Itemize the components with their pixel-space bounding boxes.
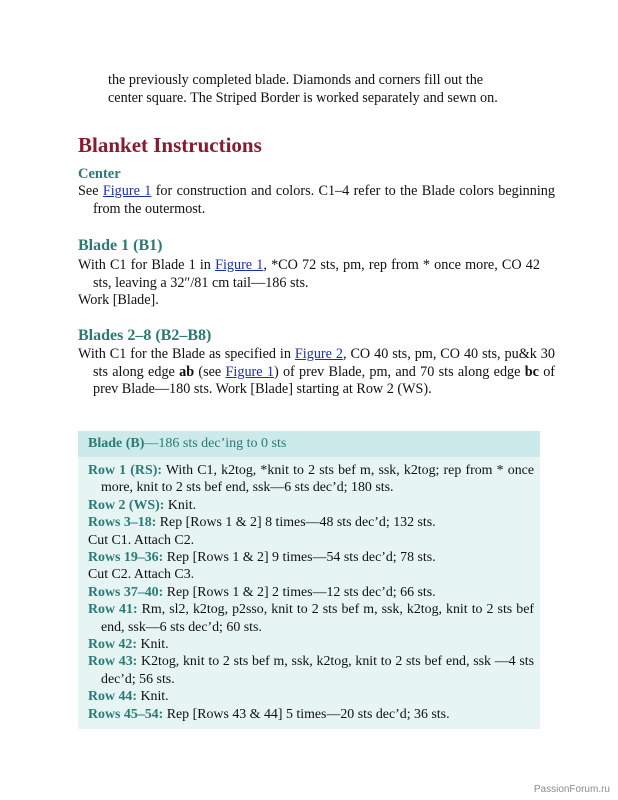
edge-ab: ab xyxy=(179,363,195,380)
box-title xyxy=(88,436,286,452)
blade-1-paragraph xyxy=(78,257,540,292)
row-label: Rows 19–36: xyxy=(88,550,164,566)
instruction-row xyxy=(88,601,534,636)
instruction-row xyxy=(88,653,534,688)
instruction-row xyxy=(88,688,534,705)
figure-1-link[interactable]: Figure 1 xyxy=(215,257,264,273)
row-text: Rep [Rows 1 & 2] 8 times—48 sts dec’d; 132 sts. xyxy=(156,515,436,531)
blade-1-work: Work [Blade]. xyxy=(78,292,159,308)
center-text-1: See xyxy=(78,183,103,199)
row-label: Rows 3–18: xyxy=(88,515,157,531)
blades-2-8-heading: Blades 2–8 (B2–B8) xyxy=(78,327,212,344)
row-text: With C1, k2tog, *knit to 2 sts bef m, ssk, k2tog; rep from * once more, knit to 2 sts bef end, ssk—6 sts dec’d; 180 sts. xyxy=(101,463,534,496)
row-label: Row 44: xyxy=(88,689,137,705)
blade-instructions-box xyxy=(78,431,540,729)
figure-2-link[interactable]: Figure 2 xyxy=(294,346,343,362)
blades-text-4: ) of prev Blade, pm, and 70 sts along edge xyxy=(273,363,525,380)
row-text: Rep [Rows 43 & 44] 5 times—20 sts dec’d; 36 sts. xyxy=(163,706,450,722)
blades-text-3: (see xyxy=(194,363,226,380)
row-text: Rm, sl2, k2tog, p2sso, knit to 2 sts bef m, ssk, k2tog, knit to 2 sts bef end, ssk—6 sts dec’d; 60 sts. xyxy=(101,602,534,635)
blades-text-1: With C1 for the Blade as specified in xyxy=(78,346,295,362)
center-heading: Center xyxy=(78,166,121,182)
instruction-row xyxy=(88,566,534,583)
row-label: Row 41: xyxy=(88,602,138,618)
center-text-2: for construction and colors. C1–4 refer to the Blade colors beginning from the outermost. xyxy=(93,183,555,217)
box-rows xyxy=(88,462,534,723)
figure-1-link[interactable]: Figure 1 xyxy=(102,183,152,199)
row-text: Knit. xyxy=(164,497,197,513)
row-text: Cut C1. Attach C2. xyxy=(88,532,195,548)
blade-1-section xyxy=(78,257,540,310)
box-header xyxy=(78,431,540,457)
instruction-row xyxy=(88,514,534,531)
instruction-row xyxy=(88,462,534,497)
instruction-row xyxy=(88,584,534,601)
instruction-row xyxy=(88,497,534,514)
intro-paragraph xyxy=(108,72,540,107)
row-text: K2tog, knit to 2 sts bef m, ssk, k2tog, knit to 2 sts bef end, ssk —4 sts dec’d; 56 sts. xyxy=(101,654,534,687)
blades-text-5: of prev Blade—180 sts. Work [Blade] starting at Row 2 (WS). xyxy=(93,363,556,397)
watermark: PassionForum.ru xyxy=(533,784,610,795)
blade-1-heading: Blade 1 (B1) xyxy=(78,237,163,254)
box-title-label: Blade (B) xyxy=(88,436,145,451)
row-label: Rows 45–54: xyxy=(88,706,164,722)
row-text: Cut C2. Attach C3. xyxy=(88,567,195,583)
center-paragraph xyxy=(78,183,555,218)
instruction-row xyxy=(88,636,534,653)
intro-line-1: the previously completed blade. Diamonds and corners fill out the xyxy=(108,72,484,88)
row-label: Row 42: xyxy=(88,637,137,653)
figure-1-link[interactable]: Figure 1 xyxy=(225,363,274,380)
box-subtitle: —186 sts dec’ing to 0 sts xyxy=(144,436,287,451)
blades-2-8-paragraph xyxy=(78,346,555,399)
section-heading: Blanket Instructions xyxy=(78,133,262,157)
row-label: Rows 37–40: xyxy=(88,584,164,600)
blade-1-text-2: , *CO 72 sts, pm, rep from * once more, CO 42 sts, leaving a 32″/81 cm tail—186 sts. xyxy=(93,257,540,291)
blades-text-2: , CO 40 sts, pm, CO 40 sts, pu&k 30 sts along edge xyxy=(93,346,555,380)
instruction-row xyxy=(88,706,534,723)
instruction-row xyxy=(88,532,534,549)
edge-bc: bc xyxy=(524,363,539,380)
row-label: Row 1 (RS): xyxy=(88,463,162,478)
row-text: Knit. xyxy=(137,689,169,705)
instruction-row xyxy=(88,549,534,566)
row-text: Rep [Rows 1 & 2] 2 times—12 sts dec’d; 66 sts. xyxy=(163,584,436,600)
row-label: Row 2 (WS): xyxy=(88,497,165,513)
blade-1-text-1: With C1 for Blade 1 in xyxy=(78,257,216,273)
row-text: Knit. xyxy=(137,637,169,653)
row-label: Row 43: xyxy=(88,654,138,670)
row-text: Rep [Rows 1 & 2] 9 times—54 sts dec’d; 78 sts. xyxy=(163,550,436,566)
intro-line-2: center square. The Striped Border is worked separately and sewn on. xyxy=(108,89,498,106)
